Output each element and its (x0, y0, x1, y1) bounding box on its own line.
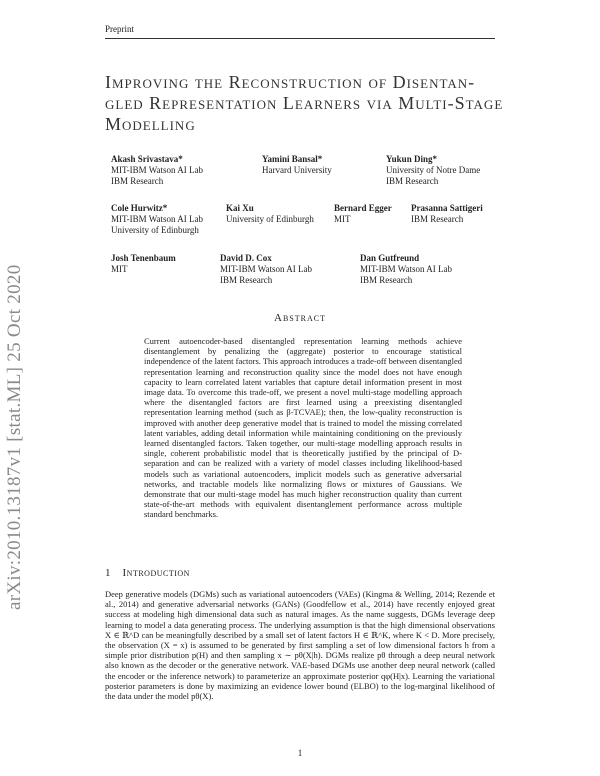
paper-title: Improving the Reconstruction of Disentan-gled Representation Learners via Multi-Stage Modelling (105, 72, 504, 134)
author-name: Cole Hurwitz* (111, 203, 168, 213)
author-affiliation: IBM Research (111, 176, 164, 186)
author-name: Prasanna Sattigeri (411, 203, 483, 213)
introduction-paragraph: Deep generative models (DGMs) such as variational autoencoders (VAEs) (Kingma & Welling, 2014; Rezende et al., 2014) and generative adversarial networks (GANs) (Goodfellow et al., 2014) have recently enjoyed great success at modeling high dimensional data such as natural images. As the name suggests, DGMs leverage deep learning to model a data generating process. The underlying assumption is that the high dimensional observations X ∈ ℝ^D can be meaningfully described by a small set of latent factors H ∈ ℝ^K, where K < D. More precisely, the observation (X = x) is assumed to be generated by first sampling a set of low dimensional factors h from a simple prior distribution p(H) and then sampling x ∼ pθ(X|h). DGMs realize pθ through a deep neural network also known as the decoder or the generative network. VAE-based DGMs use another deep neural network (called the encoder or the inference network) to parameterize an approximate posterior qφ(H|x). Learning the variational posterior parameters is done by maximizing an evidence lower bound (ELBO) to the log-marginal likelihood of the data under the model pθ(X). (105, 589, 495, 702)
author-name: Yukun Ding* (386, 154, 437, 164)
header-rule (105, 38, 495, 39)
author-block (334, 203, 392, 225)
author-block (262, 154, 332, 176)
author-name: Yamini Bansal* (262, 154, 323, 164)
author-block (111, 154, 203, 187)
author-affiliation: Harvard University (262, 165, 332, 175)
author-block (111, 253, 176, 275)
author-name: Akash Srivastava* (111, 154, 183, 164)
author-affiliation: MIT (111, 264, 128, 274)
author-affiliation: IBM Research (220, 275, 273, 285)
page-number: 1 (297, 748, 303, 758)
author-block (411, 203, 483, 225)
abstract-heading: Abstract (274, 312, 326, 324)
author-block (111, 203, 203, 236)
author-name: Kai Xu (226, 203, 254, 213)
running-header: Preprint (105, 24, 134, 34)
author-block (360, 253, 452, 286)
author-block (226, 203, 314, 225)
author-affiliation: MIT-IBM Watson AI Lab (111, 214, 204, 224)
author-affiliation: IBM Research (360, 275, 413, 285)
author-block (220, 253, 312, 286)
author-name: Dan Gutfreund (360, 253, 420, 263)
author-affiliation: University of Edinburgh (111, 225, 199, 235)
author-affiliation: University of Edinburgh (226, 214, 314, 224)
author-affiliation: MIT-IBM Watson AI Lab (111, 165, 204, 175)
author-affiliation: IBM Research (411, 214, 464, 224)
section-number: 1 (105, 567, 111, 579)
section-heading (105, 567, 190, 579)
author-affiliation: University of Notre Dame (386, 165, 481, 175)
author-affiliation: MIT (334, 214, 351, 224)
author-affiliation: MIT-IBM Watson AI Lab (360, 264, 453, 274)
author-affiliation: MIT-IBM Watson AI Lab (220, 264, 313, 274)
section-title: Introduction (122, 567, 190, 579)
arxiv-identifier-stamp[interactable]: arXiv:2010.13187v1 [stat.ML] 25 Oct 2020 (4, 264, 25, 610)
abstract-body: Current autoencoder-based disentangled representation learning methods achieve disentanglement by penalizing the (aggregate) posterior to encourage statistical independence of the latent factors. This approach introduces a trade-off between disentangled representation learning and reconstruction quality since the model does not have enough capacity to learn correlated latent variables that capture detail information present in most image data. To overcome this trade-off, we present a novel multi-stage modelling approach where the disentangled factors are first learned using a preexisting disentangled representation learning method (such as β-TCVAE); then, the low-quality reconstruction is improved with another deep generative model that is trained to model the missing correlated latent variables, adding detail information while maintaining conditioning on the previously learned disentangled factors. Taken together, our multi-stage modelling approach results in single, coherent probabilistic model that is theoretically justified by the principal of D-separation and can be realized with a variety of model classes including likelihood-based models such as variational autoencoders, implicit models such as generative adversarial networks, and tractable models like normalizing flows or mixtures of Gaussians. We demonstrate that our multi-stage model has much higher reconstruction quality than current state-of-the-art methods with equivalent disentanglement performance across multiple standard benchmarks. (144, 336, 462, 520)
author-name: David D. Cox (220, 253, 272, 263)
author-name: Josh Tenenbaum (111, 253, 176, 263)
author-name: Bernard Egger (334, 203, 392, 213)
author-block (386, 154, 480, 187)
author-affiliation: IBM Research (386, 176, 439, 186)
